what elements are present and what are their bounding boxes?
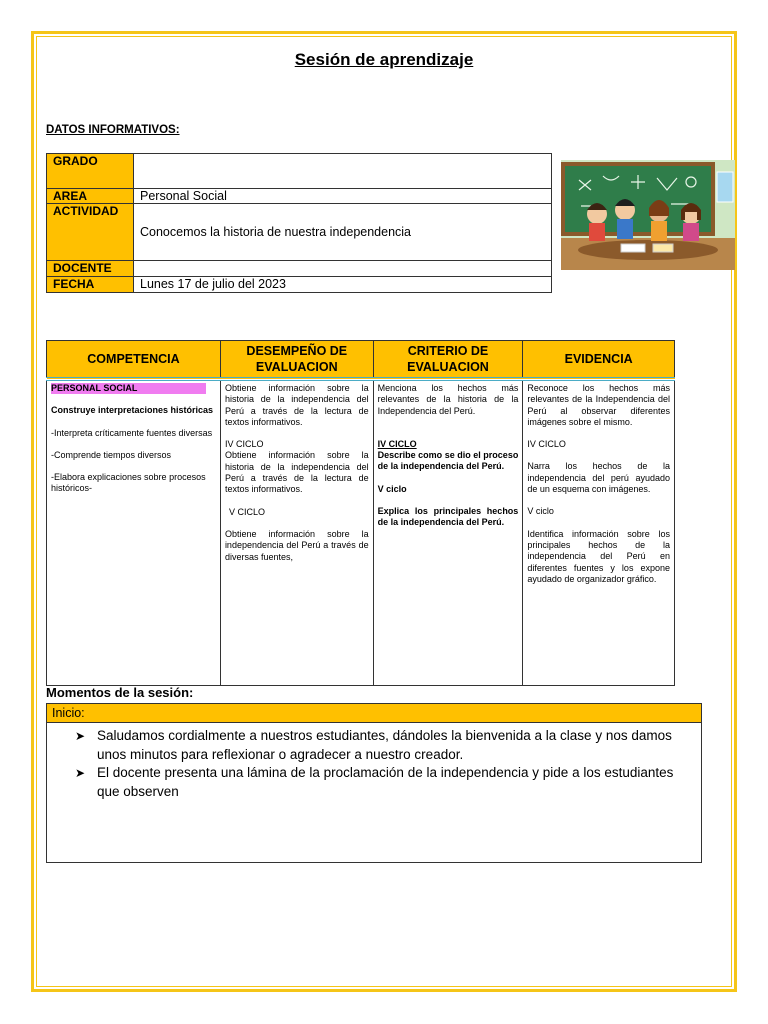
grado-value	[134, 154, 552, 189]
header-evidencia: EVIDENCIA	[523, 341, 675, 380]
page-title: Sesión de aprendizaje	[294, 50, 474, 69]
criterio-text: Menciona los hechos más relevantes de la historia de la Independencia del Perú.	[377, 383, 519, 416]
fecha-value: Lunes 17 de julio del 2023	[134, 277, 552, 293]
inicio-section	[46, 703, 702, 863]
datos-informativos-heading: DATOS INFORMATIVOS:	[46, 124, 180, 136]
list-item	[75, 764, 691, 801]
fecha-label: FECHA	[47, 277, 134, 293]
momentos-heading: Momentos de la sesión:	[46, 685, 194, 700]
desempeno-text: Obtiene información sobre la historia de la independencia del Perú a través de la lectura de textos informativos.	[224, 383, 369, 427]
criterio-text: Explica los principales hechos de la independencia del Perú.	[377, 506, 519, 528]
evidencia-cell	[523, 379, 675, 686]
competencia-item: -Elabora explicaciones sobre procesos históricos-	[51, 472, 206, 494]
header-desempeno: DESEMPEÑO DE EVALUACION	[220, 341, 373, 380]
ciclo-label: IV CICLO	[377, 438, 417, 449]
inicio-steps	[47, 727, 701, 801]
competencia-item: -Comprende tiempos diversos	[51, 449, 172, 460]
inicio-label: Inicio:	[47, 704, 701, 723]
desempeno-text: Obtiene información sobre la independencia del Perú a través de diversas fuentes,	[224, 528, 369, 562]
docente-label: DOCENTE	[47, 261, 134, 277]
ciclo-label: V ciclo	[377, 483, 407, 494]
info-table	[46, 153, 552, 293]
ciclo-label: V ciclo	[527, 506, 554, 517]
competencia-title: Construye interpretaciones históricas	[51, 405, 214, 416]
ciclo-label: IV CICLO	[224, 439, 264, 450]
actividad-value: Conocemos la historia de nuestra independencia	[134, 204, 552, 261]
desempeno-text: Obtiene información sobre la historia de la independencia del Perú a través de la lectura de textos informativos.	[224, 450, 369, 495]
docente-value	[134, 261, 552, 277]
evidencia-text: Narra los hechos de la independencia del perú ayudado de un esquema con imágenes.	[527, 461, 670, 495]
arrow-bullet-icon: ➤	[75, 729, 86, 743]
desempeno-cell	[220, 379, 373, 686]
area-value: Personal Social	[134, 189, 552, 204]
header-criterio: CRITERIO DE EVALUACION	[373, 341, 523, 380]
header-competencia: COMPETENCIA	[47, 341, 221, 380]
evidencia-text: Identifica información sobre los principales hechos de la independencia del Perú en diferentes fuentes y los expone ayudado de organizador gráfico.	[527, 528, 670, 584]
step-text: El docente presenta una lámina de la proclamación de la independencia y pide a los estudiantes que observen	[97, 765, 674, 799]
criterio-text: Describe como se dio el proceso de la independencia del Perú.	[377, 450, 519, 472]
list-item	[75, 727, 691, 764]
step-text: Saludamos cordialmente a nuestros estudiantes, dándoles la bienvenida a la clase y nos damos unos minutos para reflexionar o agradecer a nuestro creador.	[97, 728, 672, 762]
competencia-cell	[47, 379, 221, 686]
ciclo-label: IV CICLO	[527, 439, 566, 450]
evidencia-text: Reconoce los hechos más relevantes de la Independencia del Perú al observar diferentes imágenes sobre el mismo.	[527, 383, 670, 427]
competencias-table	[46, 340, 675, 686]
area-tag: PERSONAL SOCIAL	[51, 383, 206, 394]
competencia-item: -Interpreta críticamente fuentes diversas	[51, 427, 213, 438]
actividad-label: ACTIVIDAD	[47, 204, 134, 261]
grado-label: GRADO	[47, 154, 134, 189]
criterio-cell	[373, 379, 523, 686]
ciclo-label: V CICLO	[228, 506, 265, 517]
arrow-bullet-icon: ➤	[75, 766, 86, 780]
area-label: AREA	[47, 189, 134, 204]
classroom-illustration	[561, 160, 735, 270]
